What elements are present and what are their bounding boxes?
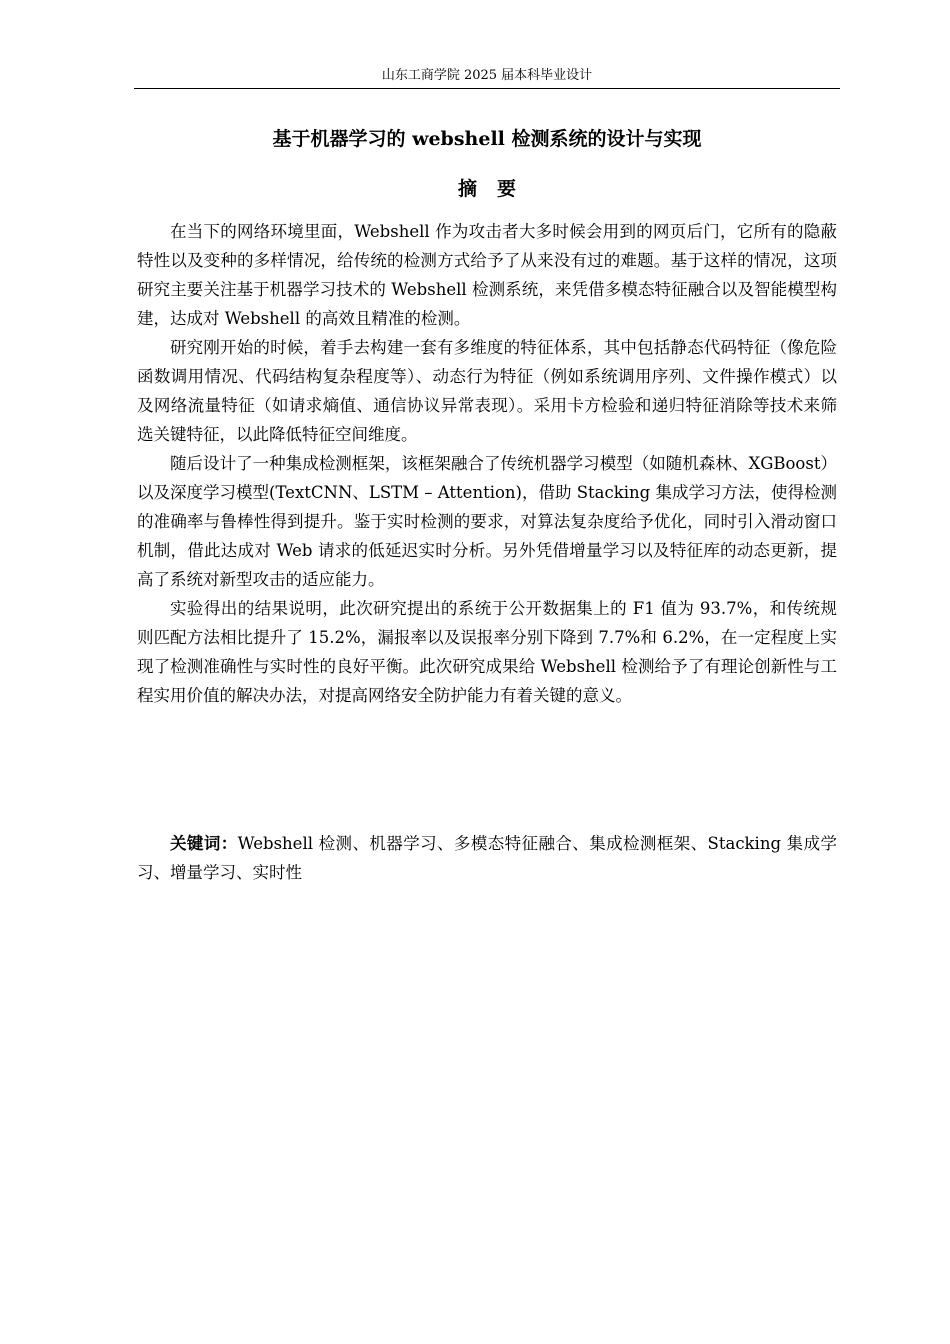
abstract-paragraph-1: 在当下的网络环境里面，Webshell 作为攻击者大多时候会用到的网页后门，它所有的隐蔽特性以及变种的多样情况，给传统的检测方式给予了从来没有过的难题。基于这样的情况，这项研究主要关注基于机器学习技术的 Webshell 检测系统，来凭借多模态特征融合以及智能模型构建，达成对 Webshell 的高效且精准的检测。 <box>137 222 837 328</box>
abstract-paragraph-3: 随后设计了一种集成检测框架，该框架融合了传统机器学习模型（如随机森林、XGBoost）以及深度学习模型(TextCNN、LSTM – Attention)，借助 Stacking 集成学习方法，使得检测的准确率与鲁棒性得到提升。鉴于实时检测的要求，对算法复杂度给予优化，同时引入滑动窗口机制，借此达成对 Web 请求的低延迟实时分析。另外凭借增量学习以及特征库的动态更新，提高了系统对新型攻击的适应能力。 <box>137 454 837 589</box>
abstract-heading: 摘要 <box>457 178 536 200</box>
page-header <box>134 66 840 89</box>
abstract-paragraph-4: 实验得出的结果说明，此次研究提出的系统于公开数据集上的 F1 值为 93.7%，和传统规则匹配方法相比提升了 15.2%，漏报率以及误报率分别下降到 7.7%和 6.2%，在一定程度上实现了检测准确性与实时性的良好平衡。此次研究成果给 Webshell 检测给予了有理论创新性与工程实用价值的解决办法，对提高网络安全防护能力有着关键的意义。 <box>137 599 837 705</box>
abstract-body <box>137 217 837 710</box>
document-title: 基于机器学习的 webshell 检测系统的设计与实现 <box>272 128 702 150</box>
abstract-paragraph-2: 研究刚开始的时候，着手去构建一套有多维度的特征体系，其中包括静态代码特征（像危险函数调用情况、代码结构复杂程度等）、动态行为特征（例如系统调用序列、文件操作模式）以及网络流量特征（如请求熵值、通信协议异常表现）。采用卡方检验和递归特征消除等技术来筛选关键特征，以此降低特征空间维度。 <box>137 338 837 444</box>
keywords-label: 关键词： <box>170 834 238 853</box>
keywords-block <box>137 829 837 887</box>
keywords-text: Webshell 检测、机器学习、多模态特征融合、集成检测框架、Stacking 集成学习、增量学习、实时性 <box>137 834 837 882</box>
header-text: 山东工商学院 2025 届本科毕业设计 <box>381 68 593 83</box>
